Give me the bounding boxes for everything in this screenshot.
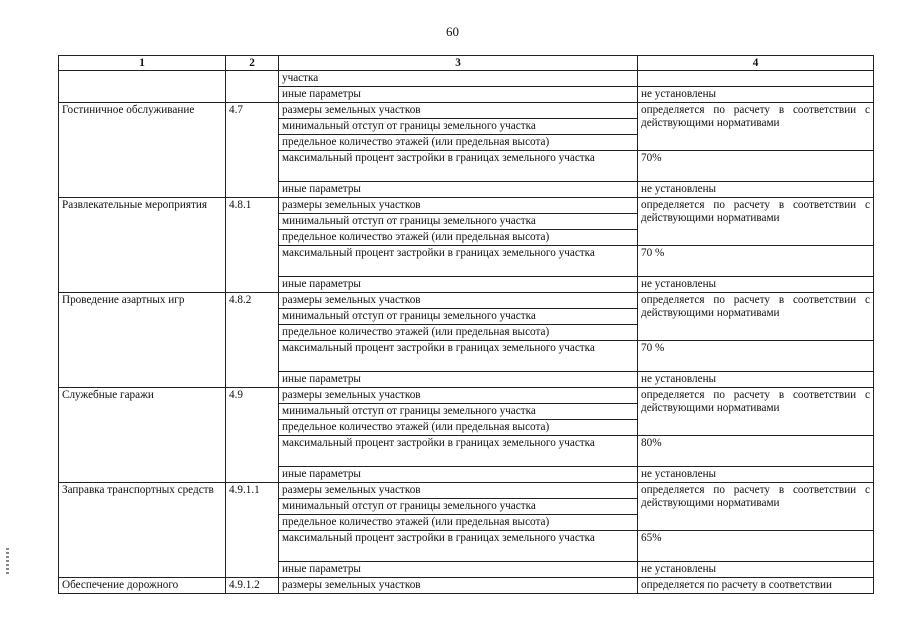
param-cell: максимальный процент застройки в границах земельного участка: [279, 246, 638, 277]
param-cell: иные параметры: [279, 182, 638, 198]
param-cell: иные параметры: [279, 467, 638, 483]
table-row: [59, 103, 874, 119]
header-cell: 3: [279, 56, 638, 71]
use-name-cell: Развлекательные мероприятия: [59, 198, 226, 293]
use-code-cell: [226, 71, 279, 103]
param-cell: предельное количество этажей (или предельная высота): [279, 515, 638, 531]
param-cell: участка: [279, 71, 638, 87]
table-row: [59, 293, 874, 309]
norm-value-cell: определяется по расчету в соответствии с действующими нормативами: [638, 103, 874, 151]
param-cell: размеры земельных участков: [279, 388, 638, 404]
param-cell: предельное количество этажей (или предельная высота): [279, 420, 638, 436]
table-row: [59, 388, 874, 404]
use-name-cell: [59, 71, 226, 103]
regulations-table: [58, 55, 874, 594]
use-code-cell: 4.9: [226, 388, 279, 483]
other-value-cell: не установлены: [638, 562, 874, 578]
use-name-cell: Обеспечение дорожного: [59, 578, 226, 594]
percent-value-cell: 80%: [638, 436, 874, 467]
other-value-cell: не установлены: [638, 277, 874, 293]
norm-value-cell: определяется по расчету в соответствии с действующими нормативами: [638, 388, 874, 436]
other-value-cell: не установлены: [638, 182, 874, 198]
table-row: [59, 578, 874, 594]
value-cell: не установлены: [638, 87, 874, 103]
param-cell: максимальный процент застройки в границах земельного участка: [279, 341, 638, 372]
header-cell: 1: [59, 56, 226, 71]
page-number: 60: [446, 24, 459, 39]
param-cell: размеры земельных участков: [279, 578, 638, 594]
header-cell: 2: [226, 56, 279, 71]
param-cell: размеры земельных участков: [279, 483, 638, 499]
param-cell: иные параметры: [279, 277, 638, 293]
norm-value-cell: определяется по расчету в соответствии с действующими нормативами: [638, 293, 874, 341]
param-cell: предельное количество этажей (или предельная высота): [279, 325, 638, 341]
param-cell: максимальный процент застройки в границах земельного участка: [279, 151, 638, 182]
param-cell: минимальный отступ от границы земельного участка: [279, 404, 638, 420]
header-cell: 4: [638, 56, 874, 71]
other-value-cell: не установлены: [638, 372, 874, 388]
percent-value-cell: 70 %: [638, 341, 874, 372]
use-code-cell: 4.8.2: [226, 293, 279, 388]
param-cell: минимальный отступ от границы земельного участка: [279, 499, 638, 515]
param-cell: иные параметры: [279, 87, 638, 103]
norm-value-cell: определяется по расчету в соответствии с действующими нормативами: [638, 198, 874, 246]
param-cell: иные параметры: [279, 372, 638, 388]
param-cell: максимальный процент застройки в границах земельного участка: [279, 436, 638, 467]
use-name-cell: Заправка транспортных средств: [59, 483, 226, 578]
norm-value-cell: определяется по расчету в соответствии с действующими нормативами: [638, 483, 874, 531]
scan-edge-mark: [6, 548, 9, 576]
use-name-cell: Служебные гаражи: [59, 388, 226, 483]
table-row: [59, 483, 874, 499]
header-row: [59, 56, 874, 71]
param-cell: минимальный отступ от границы земельного участка: [279, 214, 638, 230]
use-code-cell: 4.9.1.1: [226, 483, 279, 578]
param-cell: размеры земельных участков: [279, 293, 638, 309]
use-code-cell: 4.7: [226, 103, 279, 198]
percent-value-cell: 70%: [638, 151, 874, 182]
use-code-cell: 4.8.1: [226, 198, 279, 293]
param-cell: максимальный процент застройки в границах земельного участка: [279, 531, 638, 562]
use-name-cell: Проведение азартных игр: [59, 293, 226, 388]
use-code-cell: 4.9.1.2: [226, 578, 279, 594]
table-row: [59, 198, 874, 214]
use-name-cell: Гостиничное обслуживание: [59, 103, 226, 198]
param-cell: предельное количество этажей (или предельная высота): [279, 230, 638, 246]
norm-value-cell: определяется по расчету в соответствии: [638, 578, 874, 594]
percent-value-cell: 70 %: [638, 246, 874, 277]
param-cell: иные параметры: [279, 562, 638, 578]
table-row: [59, 71, 874, 87]
percent-value-cell: 65%: [638, 531, 874, 562]
param-cell: минимальный отступ от границы земельного участка: [279, 119, 638, 135]
param-cell: размеры земельных участков: [279, 103, 638, 119]
value-cell: [638, 71, 874, 87]
param-cell: размеры земельных участков: [279, 198, 638, 214]
param-cell: минимальный отступ от границы земельного участка: [279, 309, 638, 325]
other-value-cell: не установлены: [638, 467, 874, 483]
param-cell: предельное количество этажей (или предельная высота): [279, 135, 638, 151]
